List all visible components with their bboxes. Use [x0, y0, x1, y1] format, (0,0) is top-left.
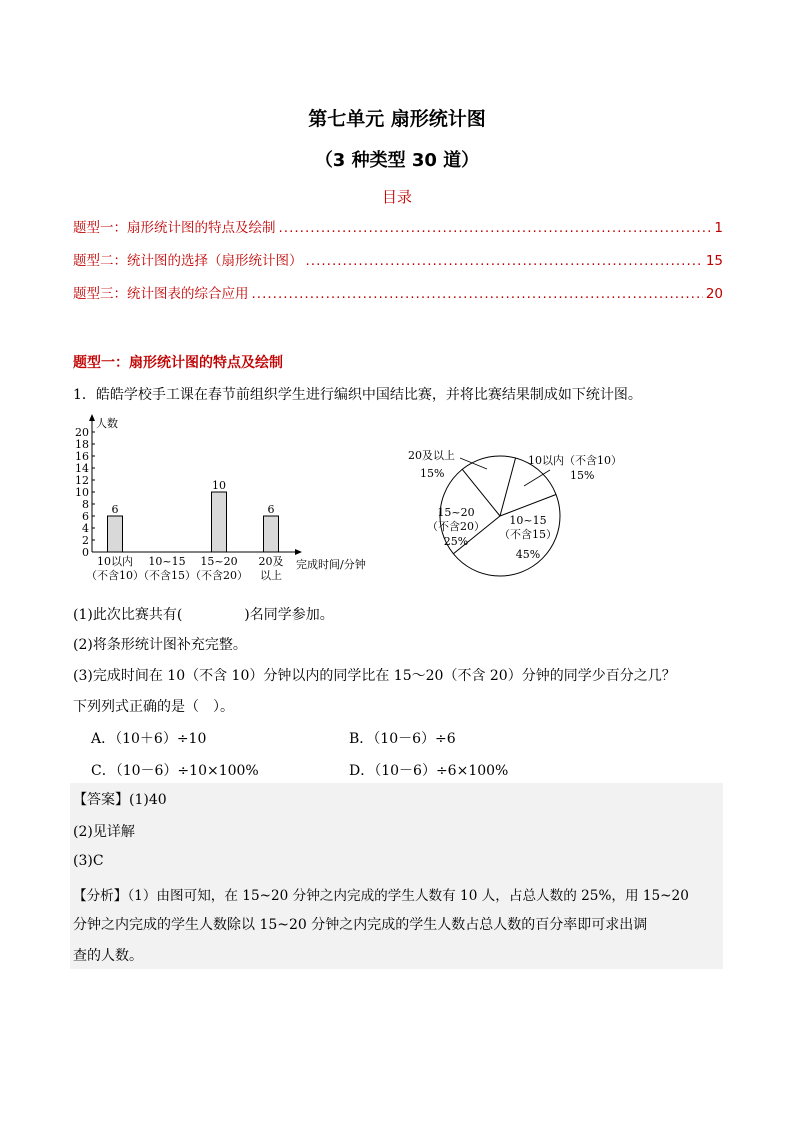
option-d[interactable]: D．（10－6）÷6×100% [349, 763, 509, 779]
question-part1-suffix: )名同学参加。 [244, 607, 334, 623]
page-title: 第七单元 扇形统计图 [308, 108, 486, 130]
answer-line: (2)见详解 [73, 824, 135, 840]
y-tick-label: 10 [75, 486, 89, 499]
analysis-line: 查的人数。 [73, 948, 143, 964]
question-part1 [73, 604, 334, 624]
x-tick-label: 20及 [258, 555, 284, 568]
y-tick-label: 12 [75, 474, 89, 487]
toc-item-label: 题型一：扇形统计图的特点及绘制 [73, 220, 276, 236]
x-tick-label: 15~20 [200, 555, 238, 568]
x-axis-label: 完成时间/分钟 [296, 558, 366, 571]
question-part3: (3)完成时间在 10（不含 10）分钟以内的同学比在 15～20（不含 20）分钟的同学少百分之几？ [73, 668, 676, 684]
pie-label: （不含15） [499, 528, 557, 541]
bar-value-label: 6 [111, 503, 119, 516]
bar-value-label: 6 [267, 503, 275, 516]
pie-label: 25% [443, 535, 469, 548]
x-tick-label: 以上 [260, 569, 282, 582]
toc-leader [306, 253, 703, 269]
question-part3-prompt: 下列列式正确的是（ ）。 [73, 699, 234, 715]
analysis-line: 分钟之内完成的学生人数除以 15~20 分钟之内完成的学生人数占总人数的百分率即可求出调 [73, 917, 648, 933]
toc-leader [252, 286, 703, 302]
page-subtitle: （3 种类型 30 道） [314, 150, 480, 171]
y-tick-label: 6 [82, 510, 89, 523]
y-tick-label: 16 [75, 450, 89, 463]
question-part2: (2)将条形统计图补充完整。 [73, 637, 247, 653]
pie-label: 10~15 [509, 514, 547, 527]
bar-chart [70, 412, 390, 590]
option-c[interactable]: C．（10－6）÷10×100% [91, 763, 259, 779]
analysis-line: 【分析】（1）由图可知，在 15~20 分钟之内完成的学生人数有 10 人，占总人数的 25%，用 15~20 [73, 888, 689, 904]
y-tick-label: 4 [82, 522, 89, 535]
y-axis-label: 人数 [96, 417, 118, 430]
y-tick-label: 8 [82, 498, 89, 511]
toc-item-page: 15 [705, 253, 723, 269]
pie-label: （不含20） [427, 520, 485, 533]
toc-item[interactable] [73, 249, 723, 271]
question-stem: 1．皓皓学校手工课在春节前组织学生进行编织中国结比赛，并将比赛结果制成如下统计图。 [73, 387, 642, 403]
bar [108, 516, 123, 552]
pie-chart [394, 442, 640, 592]
toc-item[interactable] [73, 216, 723, 238]
y-tick-label: 0 [82, 546, 89, 559]
y-tick-label: 18 [75, 438, 89, 451]
answer-line: (3)C [73, 853, 104, 869]
x-tick-label: （不含10） [86, 569, 144, 582]
toc-item-label: 题型二：统计图的选择（扇形统计图） [73, 253, 303, 269]
bar [212, 492, 227, 552]
option-a[interactable]: A．（10＋6）÷10 [91, 731, 207, 747]
toc-item-label: 题型三：统计图表的综合应用 [73, 286, 249, 302]
pie-label: 45% [515, 548, 541, 561]
x-tick-label: （不含15） [138, 569, 196, 582]
toc-item-page: 20 [705, 286, 723, 302]
option-b[interactable]: B．（10－6）÷6 [349, 731, 456, 747]
pie-label: 15% [420, 467, 445, 480]
pie-label: 15~20 [437, 506, 475, 519]
question-part1-prefix: (1)此次比赛共有( [73, 607, 183, 623]
toc-title: 目录 [381, 188, 412, 206]
pie-label: 20及以上 [408, 449, 455, 462]
x-tick-label: 10~15 [148, 555, 186, 568]
section-title: 题型一：扇形统计图的特点及绘制 [73, 355, 283, 371]
answer-box [70, 783, 723, 969]
toc-item[interactable] [73, 282, 723, 304]
y-tick-label: 20 [75, 426, 89, 439]
bar [264, 516, 279, 552]
pie-label: 15% [570, 469, 595, 482]
answer-line: 【答案】(1)40 [73, 792, 167, 808]
pie-label: 10以内（不含10） [528, 454, 622, 467]
toc-leader [279, 220, 712, 236]
x-tick-label: 10以内 [97, 555, 133, 568]
x-tick-label: （不含20） [190, 569, 248, 582]
toc-item-page: 1 [714, 220, 723, 236]
y-tick-label: 2 [82, 534, 89, 547]
y-tick-label: 14 [75, 462, 89, 475]
bar-value-label: 10 [212, 479, 226, 492]
